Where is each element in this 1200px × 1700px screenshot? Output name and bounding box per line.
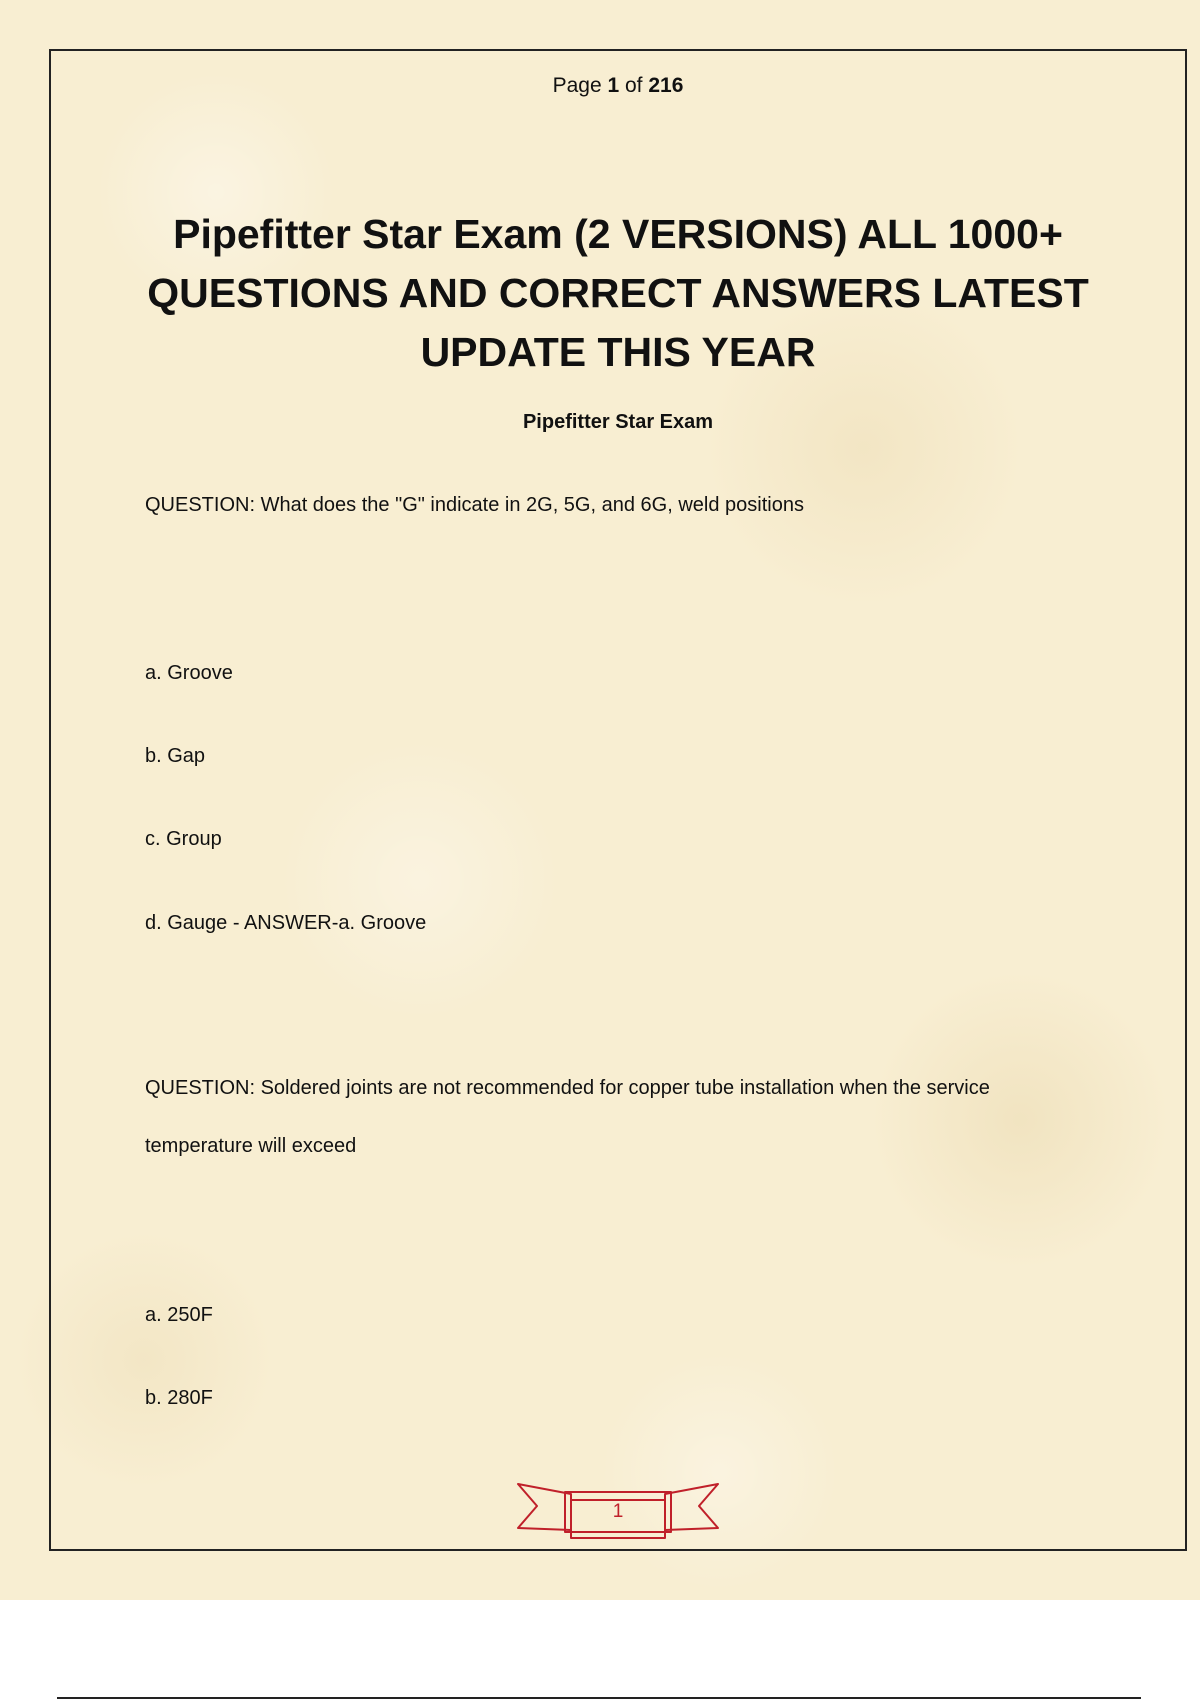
page-number-badge-text: 1 — [612, 1501, 624, 1522]
document-title: Pipefitter Star Exam (2 VERSIONS) ALL 1000+ QUESTIONS AND CORRECT ANSWERS LATEST UPDATE THIS YEAR — [147, 211, 1089, 375]
question-2-text-line-2: temperature will exceed — [145, 1135, 357, 1157]
page-number-ribbon-badge — [515, 1480, 721, 1545]
footer-rule — [57, 1697, 1141, 1699]
question-1-option-d-answer: d. Gauge - ANSWER-a. Groove — [145, 912, 427, 934]
page-total-number: 216 — [648, 74, 684, 97]
question-1-text: QUESTION: What does the "G" indicate in 2G, 5G, and 6G, weld positions — [145, 494, 804, 516]
question-1-option-c: c. Group — [145, 828, 222, 850]
page-counter-prefix: Page — [552, 74, 602, 97]
question-1-option-b: b. Gap — [145, 745, 206, 767]
question-2-text-line-1: QUESTION: Soldered joints are not recommended for copper tube installation when the service — [145, 1077, 990, 1099]
question-1-option-a: a. Groove — [145, 662, 233, 684]
page-counter — [0, 74, 1200, 98]
question-2-option-b: b. 280F — [145, 1387, 213, 1409]
question-2-option-a: a. 250F — [145, 1304, 213, 1326]
page-current-number: 1 — [607, 74, 620, 97]
page-counter-of: of — [625, 74, 643, 97]
document-subtitle: Pipefitter Star Exam — [522, 411, 714, 433]
